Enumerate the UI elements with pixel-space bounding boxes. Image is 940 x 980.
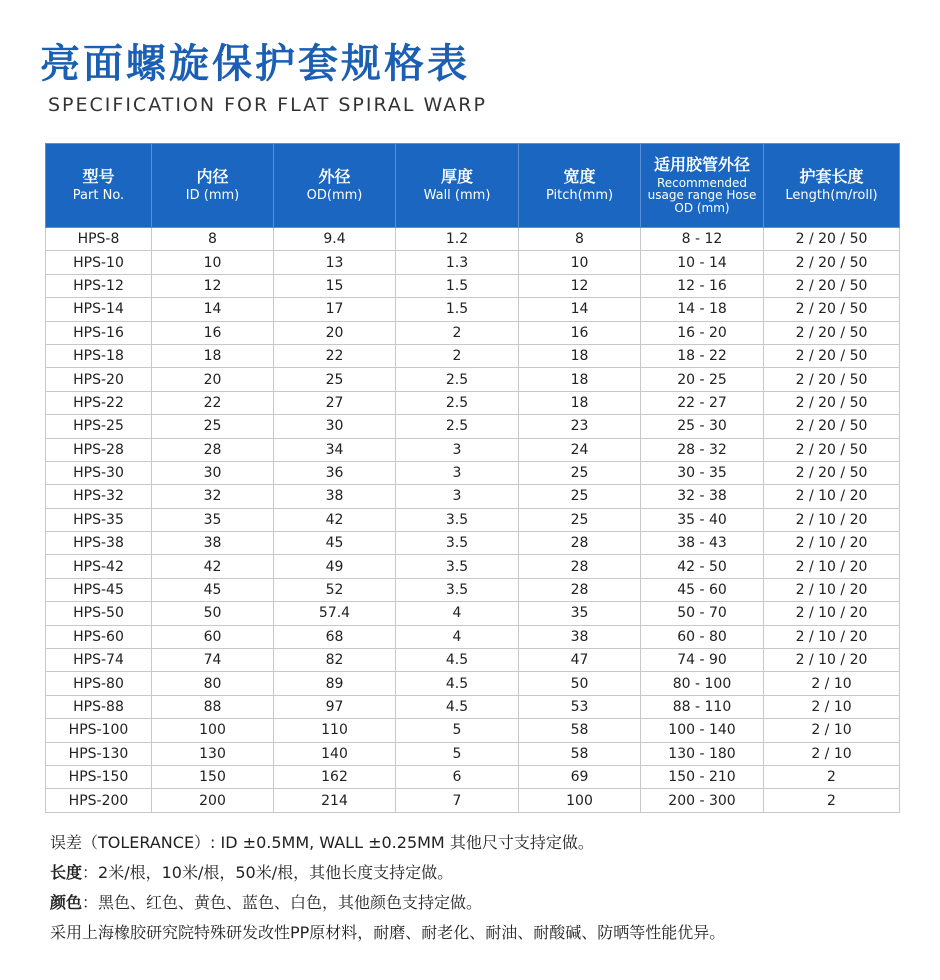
cell-hose-od: 18 - 22: [641, 344, 764, 367]
table-row: [46, 532, 900, 555]
cell-od: 110: [274, 719, 396, 742]
header-id: 内径 ID (mm): [152, 144, 274, 228]
cell-length: 2 / 10 / 20: [764, 485, 900, 508]
cell-wall: 3: [396, 461, 519, 484]
cell-hose-od: 28 - 32: [641, 438, 764, 461]
cell-hose-od: 20 - 25: [641, 368, 764, 391]
cell-pitch: 35: [519, 602, 641, 625]
cell-hose-od: 130 - 180: [641, 742, 764, 765]
cell-od: 57.4: [274, 602, 396, 625]
cell-part-no: HPS-25: [46, 415, 152, 438]
cell-pitch: 28: [519, 555, 641, 578]
cell-length: 2 / 20 / 50: [764, 298, 900, 321]
cell-hose-od: 25 - 30: [641, 415, 764, 438]
cell-pitch: 18: [519, 344, 641, 367]
cell-od: 45: [274, 532, 396, 555]
cell-od: 214: [274, 789, 396, 812]
cell-id: 60: [152, 625, 274, 648]
cell-pitch: 38: [519, 625, 641, 648]
table-row: [46, 578, 900, 601]
cell-part-no: HPS-14: [46, 298, 152, 321]
cell-od: 36: [274, 461, 396, 484]
table-row: [46, 625, 900, 648]
page-subtitle: SPECIFICATION FOR FLAT SPIRAL WARP: [48, 94, 487, 116]
cell-pitch: 100: [519, 789, 641, 812]
cell-wall: 4.5: [396, 672, 519, 695]
cell-length: 2 / 20 / 50: [764, 438, 900, 461]
table-row: [46, 649, 900, 672]
table-row: [46, 415, 900, 438]
cell-length: 2 / 10: [764, 695, 900, 718]
table-row: [46, 321, 900, 344]
cell-part-no: HPS-12: [46, 274, 152, 297]
table-row: [46, 461, 900, 484]
cell-wall: 3: [396, 485, 519, 508]
cell-length: 2 / 20 / 50: [764, 391, 900, 414]
length-note: [50, 858, 725, 888]
cell-od: 22: [274, 344, 396, 367]
cell-id: 32: [152, 485, 274, 508]
cell-hose-od: 38 - 43: [641, 532, 764, 555]
cell-od: 13: [274, 251, 396, 274]
table-row: [46, 274, 900, 297]
table-row: [46, 344, 900, 367]
cell-id: 38: [152, 532, 274, 555]
cell-length: 2 / 10: [764, 742, 900, 765]
cell-wall: 3.5: [396, 508, 519, 531]
header-length: 护套长度 Length(m/roll): [764, 144, 900, 228]
cell-id: 28: [152, 438, 274, 461]
cell-id: 10: [152, 251, 274, 274]
cell-hose-od: 8 - 12: [641, 228, 764, 251]
cell-pitch: 14: [519, 298, 641, 321]
cell-hose-od: 60 - 80: [641, 625, 764, 648]
cell-hose-od: 100 - 140: [641, 719, 764, 742]
cell-length: 2 / 10 / 20: [764, 578, 900, 601]
cell-pitch: 47: [519, 649, 641, 672]
cell-od: 38: [274, 485, 396, 508]
cell-pitch: 18: [519, 391, 641, 414]
cell-od: 25: [274, 368, 396, 391]
table-row: [46, 485, 900, 508]
table-row: [46, 555, 900, 578]
cell-part-no: HPS-80: [46, 672, 152, 695]
cell-pitch: 28: [519, 532, 641, 555]
cell-wall: 2: [396, 344, 519, 367]
cell-pitch: 23: [519, 415, 641, 438]
table-header-row: [46, 144, 900, 228]
cell-length: 2 / 10 / 20: [764, 508, 900, 531]
cell-id: 16: [152, 321, 274, 344]
cell-length: 2 / 10 / 20: [764, 625, 900, 648]
cell-od: 68: [274, 625, 396, 648]
cell-pitch: 58: [519, 742, 641, 765]
cell-id: 80: [152, 672, 274, 695]
cell-part-no: HPS-28: [46, 438, 152, 461]
cell-id: 200: [152, 789, 274, 812]
cell-wall: 3: [396, 438, 519, 461]
cell-part-no: HPS-50: [46, 602, 152, 625]
cell-length: 2 / 20 / 50: [764, 321, 900, 344]
cell-part-no: HPS-38: [46, 532, 152, 555]
table-row: [46, 438, 900, 461]
tolerance-note: 误差（TOLERANCE）: ID ±0.5MM, WALL ±0.25MM 其他尺寸支持定做。: [50, 833, 594, 852]
cell-hose-od: 14 - 18: [641, 298, 764, 321]
cell-part-no: HPS-200: [46, 789, 152, 812]
header-od: 外径 OD(mm): [274, 144, 396, 228]
cell-length: 2 / 20 / 50: [764, 344, 900, 367]
cell-length: 2 / 20 / 50: [764, 274, 900, 297]
cell-od: 15: [274, 274, 396, 297]
cell-wall: 6: [396, 765, 519, 788]
cell-part-no: HPS-35: [46, 508, 152, 531]
cell-od: 17: [274, 298, 396, 321]
cell-wall: 2.5: [396, 391, 519, 414]
cell-id: 74: [152, 649, 274, 672]
table-row: [46, 719, 900, 742]
cell-od: 9.4: [274, 228, 396, 251]
cell-id: 42: [152, 555, 274, 578]
cell-wall: 3.5: [396, 578, 519, 601]
cell-hose-od: 74 - 90: [641, 649, 764, 672]
cell-od: 30: [274, 415, 396, 438]
cell-wall: 3.5: [396, 532, 519, 555]
cell-part-no: HPS-10: [46, 251, 152, 274]
cell-id: 25: [152, 415, 274, 438]
table-row: [46, 695, 900, 718]
cell-od: 82: [274, 649, 396, 672]
cell-pitch: 18: [519, 368, 641, 391]
cell-id: 12: [152, 274, 274, 297]
cell-od: 42: [274, 508, 396, 531]
table-row: [46, 765, 900, 788]
cell-id: 18: [152, 344, 274, 367]
cell-hose-od: 16 - 20: [641, 321, 764, 344]
cell-length: 2 / 20 / 50: [764, 251, 900, 274]
cell-part-no: HPS-60: [46, 625, 152, 648]
cell-id: 88: [152, 695, 274, 718]
header-pitch: 宽度 Pitch(mm): [519, 144, 641, 228]
cell-hose-od: 50 - 70: [641, 602, 764, 625]
cell-od: 27: [274, 391, 396, 414]
header-wall: 厚度 Wall (mm): [396, 144, 519, 228]
cell-id: 22: [152, 391, 274, 414]
cell-id: 35: [152, 508, 274, 531]
cell-hose-od: 200 - 300: [641, 789, 764, 812]
cell-hose-od: 35 - 40: [641, 508, 764, 531]
cell-od: 162: [274, 765, 396, 788]
cell-length: 2 / 10 / 20: [764, 649, 900, 672]
cell-id: 50: [152, 602, 274, 625]
cell-pitch: 25: [519, 485, 641, 508]
cell-od: 52: [274, 578, 396, 601]
cell-id: 130: [152, 742, 274, 765]
cell-length: 2: [764, 765, 900, 788]
table-row: [46, 508, 900, 531]
color-text: ：黑色、红色、黄色、蓝色、白色，其他颜色支持定做。: [82, 893, 483, 912]
cell-pitch: 50: [519, 672, 641, 695]
table-row: [46, 789, 900, 812]
cell-part-no: HPS-16: [46, 321, 152, 344]
table-row: [46, 228, 900, 251]
cell-part-no: HPS-18: [46, 344, 152, 367]
cell-length: 2 / 20 / 50: [764, 368, 900, 391]
cell-part-no: HPS-42: [46, 555, 152, 578]
cell-od: 34: [274, 438, 396, 461]
cell-wall: 2.5: [396, 415, 519, 438]
page-title: 亮面螺旋保护套规格表: [40, 41, 470, 87]
cell-wall: 2.5: [396, 368, 519, 391]
cell-length: 2 / 20 / 50: [764, 228, 900, 251]
cell-id: 100: [152, 719, 274, 742]
cell-wall: 2: [396, 321, 519, 344]
cell-part-no: HPS-45: [46, 578, 152, 601]
cell-pitch: 8: [519, 228, 641, 251]
cell-wall: 1.2: [396, 228, 519, 251]
material-note: 采用上海橡胶研究院特殊研发改性PP原材料，耐磨、耐老化、耐油、耐酸碱、防晒等性能优异。: [50, 923, 726, 942]
cell-pitch: 10: [519, 251, 641, 274]
cell-od: 20: [274, 321, 396, 344]
cell-length: 2 / 10 / 20: [764, 555, 900, 578]
cell-id: 8: [152, 228, 274, 251]
cell-pitch: 24: [519, 438, 641, 461]
cell-hose-od: 42 - 50: [641, 555, 764, 578]
cell-part-no: HPS-150: [46, 765, 152, 788]
cell-pitch: 28: [519, 578, 641, 601]
notes: [50, 828, 725, 948]
length-label: 长度: [50, 863, 83, 882]
cell-part-no: HPS-20: [46, 368, 152, 391]
table-row: [46, 602, 900, 625]
cell-wall: 5: [396, 719, 519, 742]
cell-wall: 4: [396, 625, 519, 648]
cell-length: 2: [764, 789, 900, 812]
table-row: [46, 672, 900, 695]
cell-part-no: HPS-8: [46, 228, 152, 251]
cell-id: 30: [152, 461, 274, 484]
cell-part-no: HPS-100: [46, 719, 152, 742]
cell-id: 150: [152, 765, 274, 788]
cell-od: 49: [274, 555, 396, 578]
header-hose-od: 适用胶管外径 Recommended usage range Hose OD (mm): [641, 144, 764, 228]
cell-pitch: 58: [519, 719, 641, 742]
table-row: [46, 251, 900, 274]
color-note: [50, 888, 725, 918]
length-text: ：2米/根，10米/根，50米/根，其他长度支持定做。: [82, 863, 454, 882]
cell-length: 2 / 10 / 20: [764, 532, 900, 555]
cell-od: 89: [274, 672, 396, 695]
cell-length: 2 / 10: [764, 672, 900, 695]
cell-wall: 5: [396, 742, 519, 765]
cell-hose-od: 32 - 38: [641, 485, 764, 508]
cell-wall: 3.5: [396, 555, 519, 578]
cell-part-no: HPS-30: [46, 461, 152, 484]
cell-hose-od: 22 - 27: [641, 391, 764, 414]
cell-length: 2 / 20 / 50: [764, 415, 900, 438]
cell-id: 45: [152, 578, 274, 601]
table-body: [46, 228, 900, 813]
table-row: [46, 298, 900, 321]
cell-hose-od: 12 - 16: [641, 274, 764, 297]
cell-od: 140: [274, 742, 396, 765]
cell-wall: 7: [396, 789, 519, 812]
cell-id: 20: [152, 368, 274, 391]
cell-part-no: HPS-32: [46, 485, 152, 508]
cell-length: 2 / 10 / 20: [764, 602, 900, 625]
cell-wall: 4.5: [396, 695, 519, 718]
spec-table: [45, 143, 900, 813]
cell-wall: 4: [396, 602, 519, 625]
table-row: [46, 368, 900, 391]
color-label: 颜色: [50, 893, 83, 912]
cell-od: 97: [274, 695, 396, 718]
cell-part-no: HPS-22: [46, 391, 152, 414]
cell-part-no: HPS-130: [46, 742, 152, 765]
cell-hose-od: 88 - 110: [641, 695, 764, 718]
cell-length: 2 / 10: [764, 719, 900, 742]
cell-pitch: 25: [519, 461, 641, 484]
spec-sheet: [10, 10, 930, 970]
cell-pitch: 12: [519, 274, 641, 297]
cell-hose-od: 30 - 35: [641, 461, 764, 484]
cell-hose-od: 150 - 210: [641, 765, 764, 788]
header-part-no: 型号 Part No.: [46, 144, 152, 228]
cell-hose-od: 10 - 14: [641, 251, 764, 274]
cell-hose-od: 80 - 100: [641, 672, 764, 695]
cell-pitch: 25: [519, 508, 641, 531]
table-row: [46, 391, 900, 414]
cell-part-no: HPS-74: [46, 649, 152, 672]
cell-length: 2 / 20 / 50: [764, 461, 900, 484]
table-row: [46, 742, 900, 765]
cell-wall: 1.5: [396, 274, 519, 297]
cell-pitch: 53: [519, 695, 641, 718]
cell-wall: 1.3: [396, 251, 519, 274]
cell-hose-od: 45 - 60: [641, 578, 764, 601]
cell-part-no: HPS-88: [46, 695, 152, 718]
cell-wall: 1.5: [396, 298, 519, 321]
cell-wall: 4.5: [396, 649, 519, 672]
cell-pitch: 69: [519, 765, 641, 788]
cell-pitch: 16: [519, 321, 641, 344]
cell-id: 14: [152, 298, 274, 321]
